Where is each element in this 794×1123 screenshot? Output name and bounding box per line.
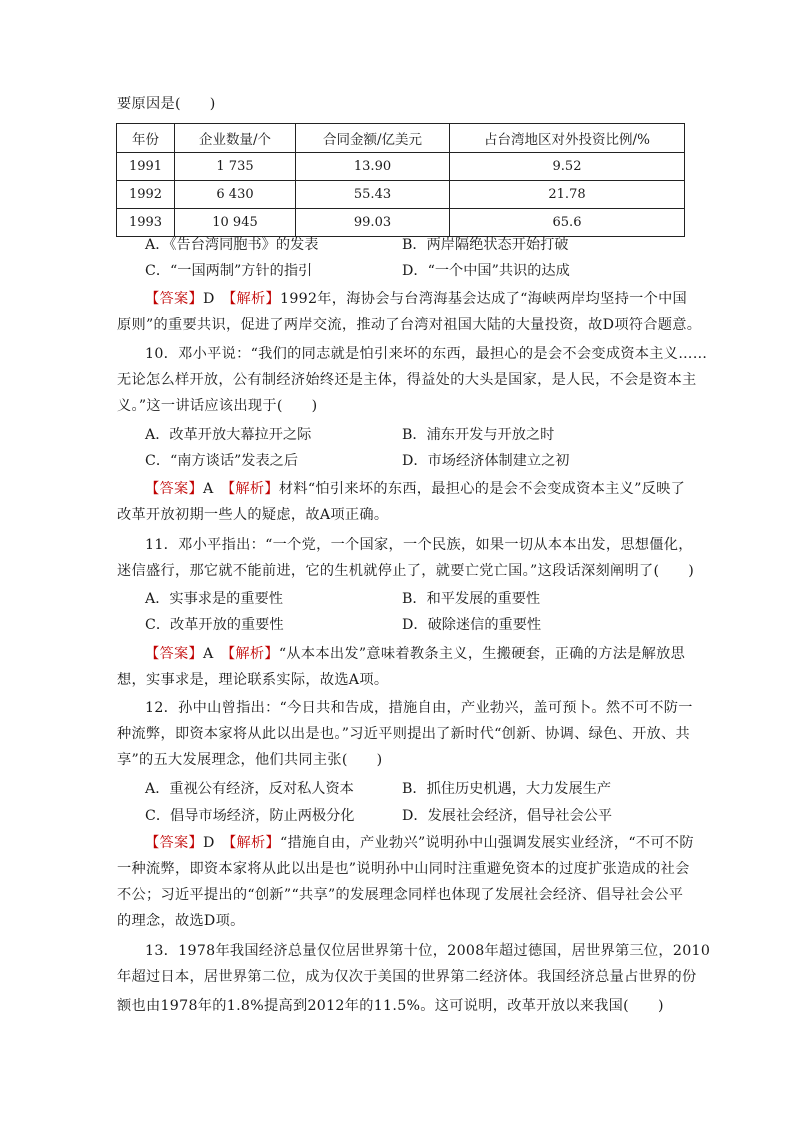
table-cell: 1992 <box>117 181 175 209</box>
q9-option-d: D．“一个中国”共识的达成 <box>402 263 570 279</box>
q10-option-b: B．浦东开发与开放之时 <box>402 427 555 443</box>
answer-tag: 【答案】 <box>145 291 203 307</box>
table-header-year: 年份 <box>117 124 175 153</box>
investment-table <box>116 123 685 237</box>
answer-tag: 【答案】 <box>145 481 203 497</box>
analysis-tag: 【解析】 <box>228 481 279 497</box>
q9-answer-line <box>145 288 687 310</box>
q11-option-c: C．改革开放的重要性 <box>145 617 284 633</box>
q11-analysis-line-2: 想，实事求是，理论联系实际，故选A项。 <box>117 672 389 688</box>
analysis-text: “措施自由，产业勃兴”说明孙中山强调发展实业经济，“不可不防 <box>280 835 694 851</box>
table-row <box>117 181 685 209</box>
answer-tag: 【答案】 <box>145 835 203 851</box>
table-cell: 1993 <box>117 209 175 237</box>
answer-tag: 【答案】 <box>145 646 203 662</box>
q12-stem-line-3: 享”的五大发展理念，他们共同主张( ) <box>117 752 383 768</box>
analysis-tag: 【解析】 <box>228 646 279 662</box>
q11-answer-line <box>145 643 685 665</box>
table-header-investment-ratio: 占台湾地区对外投资比例/% <box>450 124 685 153</box>
q12-answer-line <box>145 832 694 854</box>
q10-stem-line-1: 10．邓小平说：“我们的同志就是怕引来坏的东西，最担心的是会不会变成资本主义…… <box>145 346 708 362</box>
q9-option-c: C．“一国两制”方针的指引 <box>145 263 313 279</box>
q12-option-c: C．倡导市场经济，防止两极分化 <box>145 808 355 824</box>
q11-option-a: A．实事求是的重要性 <box>145 591 283 607</box>
table-cell: 6 430 <box>175 181 296 209</box>
table-cell: 10 945 <box>175 209 296 237</box>
q12-analysis-line-2: 一种流弊，即资本家将从此以出是也”说明孙中山同时注重避免资本的过度扩张造成的社会 <box>117 861 690 877</box>
table-cell: 99.03 <box>296 209 450 237</box>
table-cell: 9.52 <box>450 153 685 181</box>
q12-option-d: D．发展社会经济，倡导社会公平 <box>402 808 613 824</box>
answer-value: D <box>202 835 215 851</box>
q10-answer-line <box>145 478 685 500</box>
q11-stem-line-1: 11．邓小平指出：“一个党，一个国家，一个民族，如果一切从本本出发，思想僵化， <box>145 537 693 553</box>
analysis-text: 1992年，海协会与台湾海基会达成了“海峡两岸均坚持一个中国 <box>280 291 688 307</box>
table-cell: 21.78 <box>450 181 685 209</box>
table-header-row <box>117 124 685 153</box>
q10-stem-line-2: 无论怎么样开放，公有制经济始终还是主体，得益处的大头是国家，是人民，不会是资本主 <box>117 372 697 388</box>
q9-analysis-line-2: 原则”的重要共识，促进了两岸交流，推动了台湾对祖国大陆的大量投资，故D项符合题意。 <box>117 317 702 333</box>
q10-option-a: A．改革开放大幕拉开之际 <box>145 427 312 443</box>
answer-value: A <box>202 481 214 497</box>
table-header-contract-amount: 合同金额/亿美元 <box>296 124 450 153</box>
q12-stem-line-1: 12．孙中山曾指出：“今日共和告成，措施自由，产业勃兴，盖可预卜。然不可不防一 <box>145 700 693 716</box>
analysis-tag: 【解析】 <box>229 835 280 851</box>
q11-stem-line-2: 迷信盛行，那它就不能前进，它的生机就停止了，就要亡党亡国。”这段话深刻阐明了( ) <box>117 563 695 579</box>
table-cell: 13.90 <box>296 153 450 181</box>
answer-value: A <box>202 646 214 662</box>
q10-option-d: D．市场经济体制建立之初 <box>402 453 570 469</box>
q10-stem-line-3: 义。”这一讲话应该出现于( ) <box>117 398 318 414</box>
analysis-text: 材料“怕引来坏的东西，最担心的是会不会变成资本主义”反映了 <box>278 481 686 497</box>
answer-value: D <box>202 291 215 307</box>
q9-option-a: A．《告台湾同胞书》的发表 <box>145 237 319 253</box>
q12-analysis-line-4: 的理念，故选D项。 <box>117 913 245 929</box>
analysis-tag: 【解析】 <box>229 291 280 307</box>
q13-stem-line-2: 年超过日本，居世界第二位，成为仅次于美国的世界第二经济体。我国经济总量占世界的份 <box>117 969 697 985</box>
table-row <box>117 209 685 237</box>
q10-analysis-line-2: 改革开放初期一些人的疑虑，故A项正确。 <box>117 507 389 523</box>
q10-option-c: C．“南方谈话”发表之后 <box>145 453 299 469</box>
q9-stem-tail: 要原因是( ) <box>117 96 216 112</box>
q13-stem-line-3: 额也由1978年的1.8%提高到2012年的11.5%。这可说明，改革开放以来我国( ) <box>117 998 664 1014</box>
q9-option-b: B．两岸隔绝状态开始打破 <box>402 237 569 253</box>
table-row <box>117 153 685 181</box>
analysis-text: “从本本出发”意味着教条主义，生搬硬套，正确的方法是解放思 <box>278 646 686 662</box>
q11-option-d: D．破除迷信的重要性 <box>402 617 542 633</box>
table-cell: 1991 <box>117 153 175 181</box>
q12-option-a: A．重视公有经济，反对私人资本 <box>145 781 354 797</box>
q12-stem-line-2: 种流弊，即资本家将从此以出是也。”习近平则提出了新时代“创新、协调、绿色、开放、共 <box>117 726 691 742</box>
table-header-enterprise-count: 企业数量/个 <box>175 124 296 153</box>
q11-option-b: B．和平发展的重要性 <box>402 591 541 607</box>
table-cell: 1 735 <box>175 153 296 181</box>
q12-option-b: B．抓住历史机遇，大力发展生产 <box>402 781 612 797</box>
table-cell: 55.43 <box>296 181 450 209</box>
q13-stem-line-1: 13．1978年我国经济总量仅位居世界第十位，2008年超过德国，居世界第三位，2010 <box>145 943 711 959</box>
q12-analysis-line-3: 不公；习近平提出的“创新”“共享”的发展理念同样也体现了发展社会经济、倡导社会公平 <box>117 887 684 903</box>
table-cell: 65.6 <box>450 209 685 237</box>
